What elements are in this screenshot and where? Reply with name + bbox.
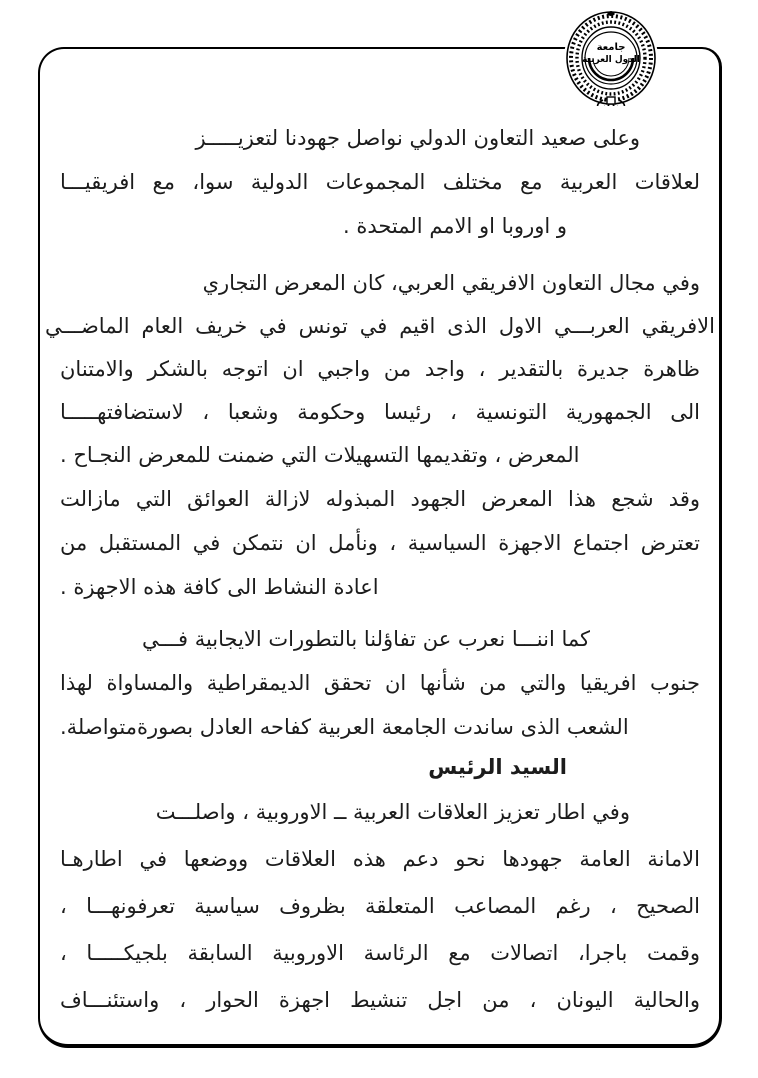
emblem-calligraphy-top: جامعة [596,42,626,53]
text-line: تعترض اجتماع الاجهزة السياسية ، ونأمل ان نتمكن في المستقبل من [60,531,700,555]
text-line: وعلى صعيد التعاون الدولي نواصل جهودنا لتعزيـــــز [195,126,640,150]
text-line: وقمت باجرا، اتصالات مع الرئاسة الاوروبية السابقة بلجيكـــــا ، [60,941,700,965]
emblem-calligraphy-bottom: الدول العربية [582,55,640,65]
ribbon-knot [607,97,615,104]
paragraph-5 [60,789,700,1024]
text-line: وقد شجع هذا المعرض الجهود المبذوله لازالة العوائق التي مازالت [60,487,700,511]
text-line: الافريقي العربـــي الاول الذى اقيم في تونس في خريف العام الماضـــي [45,314,715,338]
paragraph-4 [60,617,700,749]
text-line: ظاهرة جديرة بالتقدير ، واجد من واجبي ان اتوجه بالشكر والامتنان [60,357,700,381]
text-line: اعادة النشاط الى كافة هذه الاجهزة . [60,575,379,599]
text-line: الصحيح ، رغم المصاعب المتعلقة بظروف سياسية تعرفونهـــا ، [60,894,700,918]
text-line: وفي مجال التعاون الافريقي العربي، كان المعرض التجاري [202,271,700,295]
text-line: والحالية اليونان ، من اجل تنشيط اجهزة الحوار ، واستئنـــاف [60,988,700,1012]
text-line: المعرض ، وتقديمها التسهيلات التي ضمنت للمعرض النجـاح . [60,443,580,467]
text-line: الامانة العامة جهودها نحو دعم هذه العلاقات ووضعها في اطارهـا [60,847,700,871]
text-line: الشعب الذى ساندت الجامعة العربية كفاحه العادل بصورةمتواصلة. [60,715,629,739]
section-heading: السيد الرئيس [428,755,567,779]
text-line: و اوروبا او الامم المتحدة . [343,214,567,238]
arab-league-emblem [563,6,659,106]
section-heading-row [60,745,700,789]
text-line: وفي اطار تعزيز العلاقات العربية ــ الاوروبية ، واصلـــت [155,800,630,824]
paragraph-3 [60,477,700,609]
paragraph-2 [45,262,715,477]
paragraph-1 [60,116,700,248]
text-line: جنوب افريقيا والتي من شأنها ان تحقق الديمقراطية والمساواة لهذا [60,671,700,695]
document-body [45,116,715,1024]
text-line: كما اننـــا نعرب عن تفاؤلنا بالتطورات الايجابية فـــي [142,627,590,651]
text-line: الى الجمهورية التونسية ، رئيسا وحكومة وشعبا ، لاستضافتهـــــا [60,400,700,424]
text-line: لعلاقات العربية مع مختلف المجموعات الدولية سوا، مع افريقيـــا [60,170,700,194]
